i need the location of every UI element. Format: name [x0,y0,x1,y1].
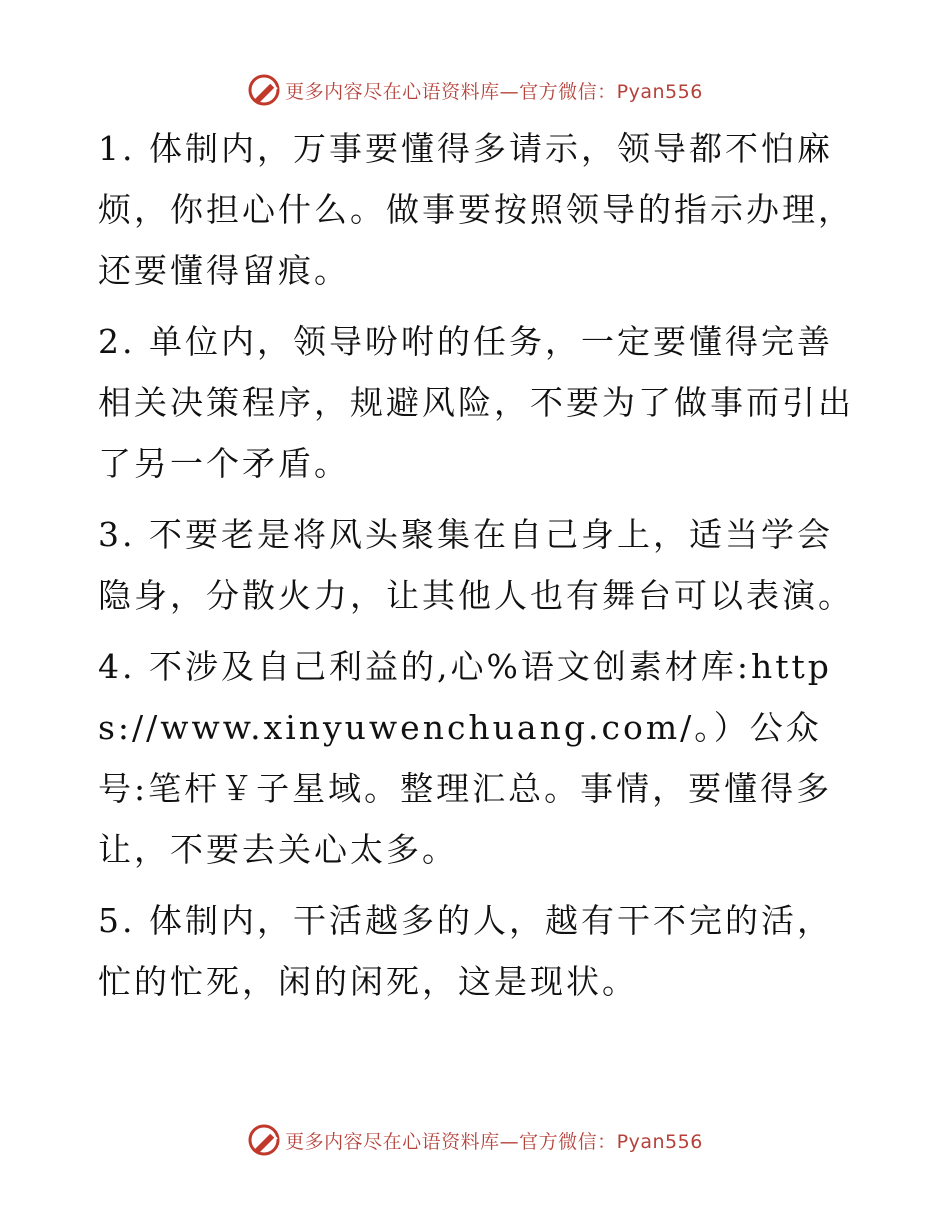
footer-banner-label: 更多内容尽在心语资料库—官方微信： [285,1130,617,1153]
document-body [98,118,858,1022]
header-banner-label: 更多内容尽在心语资料库—官方微信： [285,80,617,103]
paragraph-4: 4. 不涉及自己利益的,心%语文创素材库:https://www.xinyuwenchuang.com/。）公众号:笔杆￥子星域。整理汇总。事情，要懂得多让，不要去关心太多。 [98,647,833,869]
paragraph-2: 2. 单位内，领导吩咐的任务，一定要懂得完善相关决策程序，规避风险，不要为了做事而引出了另一个矛盾。 [98,322,854,483]
header-banner-text [285,77,703,104]
header-wechat-id: Pyan556 [616,80,703,103]
footer-banner-text [285,1127,703,1154]
paragraph-5: 5. 体制内，干活越多的人，越有干不完的活，忙的忙死，闲的闲死，这是现状。 [98,901,833,1001]
header-banner [0,70,950,110]
paragraph-1: 1. 体制内，万事要懂得多请示，领导都不怕麻烦，你担心什么。做事要按照领导的指示办理，还要懂得留痕。 [98,129,854,290]
pen-logo-icon [247,1123,281,1157]
paragraph-3: 3. 不要老是将风头聚集在自己身上，适当学会隐身，分散火力，让其他人也有舞台可以表演。 [98,515,854,615]
footer-banner [0,1120,950,1160]
pen-logo-icon [247,73,281,107]
footer-wechat-id: Pyan556 [616,1130,703,1153]
